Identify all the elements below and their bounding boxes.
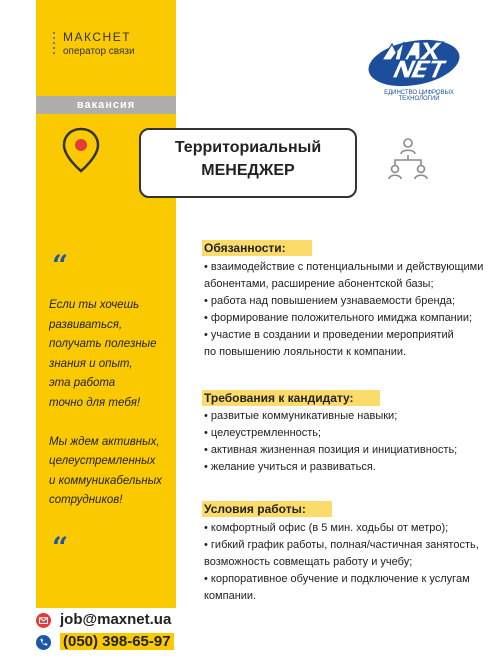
condition-item: • комфортный офис (в 5 мин. ходьбы от метро);	[204, 522, 449, 534]
condition-item: возможность совмещать работу и учебу;	[204, 556, 413, 568]
duty-item: • работа над повышением узнаваемости бренда;	[204, 295, 456, 307]
email-icon	[36, 613, 51, 628]
condition-item: компании.	[204, 590, 257, 602]
requirements-section	[204, 389, 484, 476]
vacancy-label: вакансия	[76, 99, 136, 111]
requirement-item: • целеустремленность;	[204, 427, 322, 439]
quote-line: сотрудников!	[49, 494, 123, 506]
job-title-line1: Территориальный	[174, 139, 322, 156]
phone-number[interactable]	[60, 633, 174, 650]
duty-item: по повышению лояльности к компании.	[204, 346, 407, 358]
quote-line: целеустремленных	[49, 455, 156, 467]
quote-line: получать полезные	[49, 338, 157, 350]
phone-icon	[36, 635, 51, 650]
duties-title: Обязанности:	[202, 240, 312, 256]
phone-highlight: (050) 398-65-97	[60, 633, 174, 650]
duty-item: • взаимодействие с потенциальными и действующими	[204, 261, 484, 273]
email-link[interactable]: job@maxnet.ua	[60, 611, 172, 628]
quote-line: развиваться,	[49, 318, 123, 331]
motivation-quote	[49, 296, 174, 511]
quote-line: знания и опыт,	[49, 357, 133, 370]
conditions-section	[204, 500, 484, 605]
duty-item: • участие в создании и проведении мероприятий	[204, 329, 454, 341]
quote-line: и коммуникабельных	[49, 474, 162, 487]
requirements-title: Требования к кандидату:	[202, 390, 380, 406]
maxnet-logo	[364, 30, 470, 94]
duty-item: • формирование положительного имиджа компании;	[204, 312, 473, 324]
quote-mark-open: “	[52, 249, 69, 282]
quote-line: Мы ждем активных,	[49, 435, 160, 448]
duty-item: абонентами, расширение абонентской базы;	[204, 278, 434, 290]
brand-subtitle: оператор связи	[63, 46, 135, 57]
quote-line: Если ты хочешь	[49, 299, 140, 311]
team-hierarchy-icon	[385, 136, 431, 182]
brand-dots	[53, 32, 56, 60]
quote-mark-close: “	[52, 531, 69, 564]
requirement-item: • развитые коммуникативные навыки;	[204, 410, 398, 422]
logo-caption: ЕДИНСТВО ЦИФРОВЫХ ТЕХНОЛОГИЙ	[384, 90, 454, 102]
quote-line: точно для тебя!	[49, 396, 141, 409]
job-title-line2: МЕНЕДЖЕР	[201, 162, 295, 179]
quote-line: эта работа	[49, 377, 116, 389]
location-pin-icon	[60, 127, 102, 177]
conditions-title: Условия работы:	[202, 501, 332, 517]
requirement-item: • активная жизненная позиция и инициативность;	[204, 444, 458, 456]
requirement-item: • желание учиться и развиваться.	[204, 461, 376, 473]
condition-item: • корпоративное обучение и подключение к услугам	[204, 573, 470, 585]
job-title-box	[139, 128, 357, 198]
brand-name: МАКСНЕТ	[63, 30, 132, 44]
duties-section	[204, 239, 484, 361]
condition-item: • гибкий график работы, полная/частичная занятость,	[204, 539, 479, 551]
